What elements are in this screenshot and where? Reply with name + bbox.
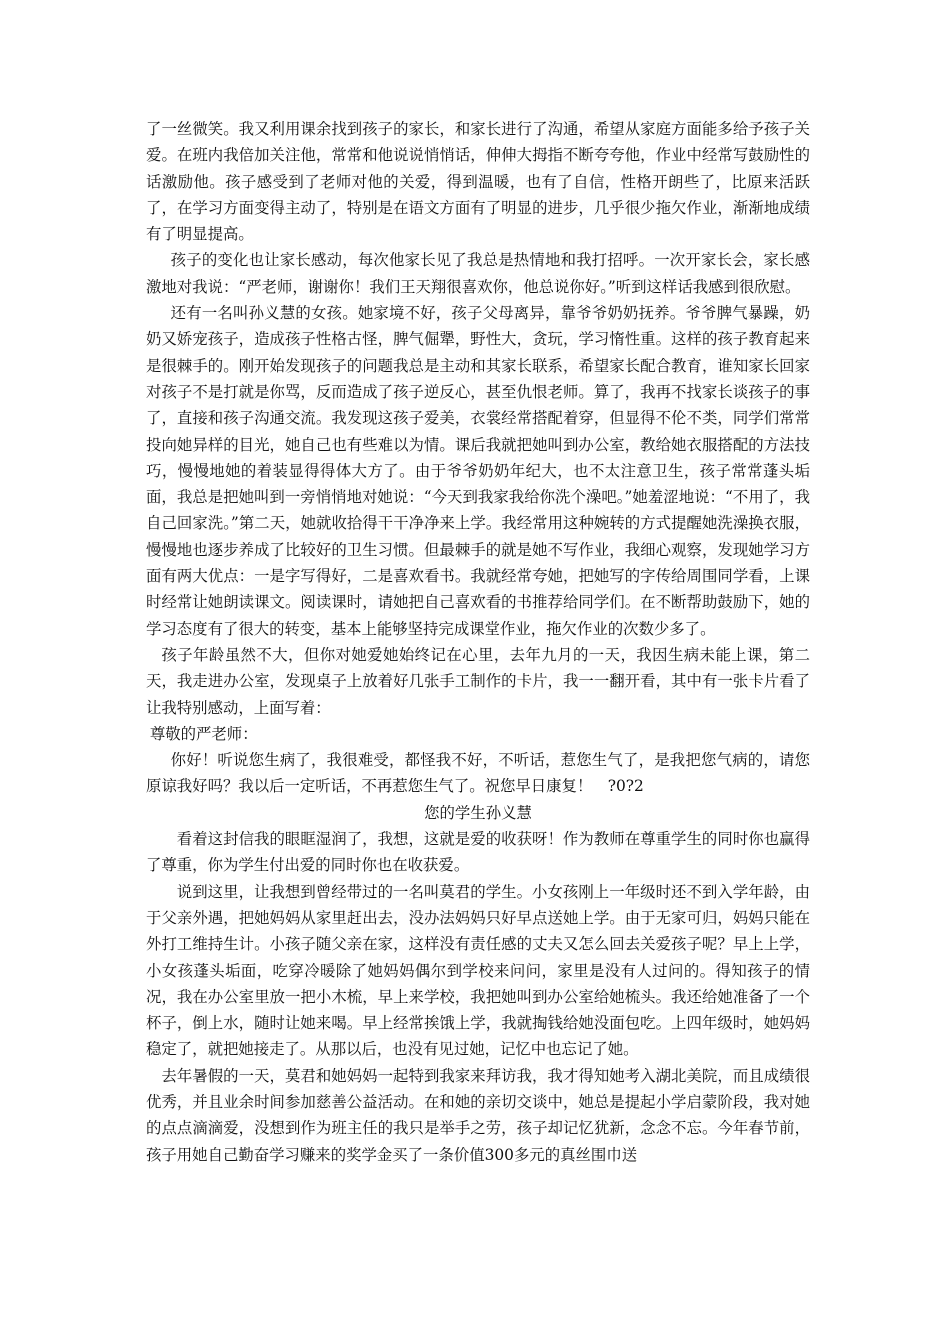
document-page [146,116,810,1168]
letter-body: 你好！听说您生病了，我很难受，都怪我不好，不听话，惹您生气了，是我把您气病的，请您原谅我好吗？我以后一定听话，不再惹您生气了。祝您早日康复！ ?0?2 [146,751,810,796]
paragraph-3: 还有一名叫孙义慧的女孩。她家境不好，孩子父母离异，靠爷爷奶奶抚养。爷爷脾气暴躁，奶奶又娇宠孩子，造成孩子性格古怪，脾气倔犟，野性大，贪玩，学习惰性重。这样的孩子教育起来是很棘手的。刚开始发现孩子的问题我总是主动和其家长联系，希望家长配合教育，谁知家长回家对孩子不是打就是你骂，反而造成了孩子逆反心，甚至仇恨老师。算了，我再不找家长谈孩子的事了，直接和孩子沟通交流。我发现这孩子爱美，衣裳经常搭配着穿，但显得不伦不类，同学们常常投向她异样的目光，她自己也有些难以为情。课后我就把她叫到办公室，教给她衣服搭配的方法技巧，慢慢地她的着装显得得体大方了。由于爷爷奶奶年纪大，也不太注意卫生，孩子常常蓬头垢面，我总是把她叫到一旁悄悄地对她说：“今天到我家我给你洗个澡吧。”她羞涩地说：“不用了，我自己回家洗。”第二天，她就收拾得干干净净来上学。我经常用这种婉转的方式提醒她洗澡换衣服，慢慢地也逐步养成了比较好的卫生习惯。但最棘手的就是她不写作业，我细心观察，发现她学习方面有两大优点：一是字写得好，二是喜欢看书。我就经常夸她，把她写的字传给周围同学看，上课时经常让她朗读课文。阅读课时，请她把自己喜欢看的书推荐给同学们。在不断帮助鼓励下，她的学习态度有了很大的转变，基本上能够坚持完成课堂作业，拖欠作业的次数少多了。 [146,304,810,638]
letter-salutation: 尊敬的严老师： [149,724,258,743]
paragraph-5: 看着这封信我的眼眶湿润了，我想，这就是爱的收获呀！作为教师在尊重学生的同时你也赢得了尊重，你为学生付出爱的同时你也在收获爱。 [146,830,810,875]
paragraph-7: 去年暑假的一天，莫君和她妈妈一起特到我家来拜访我，我才得知她考入湖北美院，而且成绩很优秀，并且业余时间参加慈善公益活动。在和她的亲切交谈中，她总是提起小学启蒙阶段，我对她的点点滴滴爱，没想到作为班主任的我只是举手之劳，孩子却记忆犹新，念念不忘。今年春节前，孩子用她自己勤奋学习赚来的奖学金买了一条价值300多元的真丝围巾送 [146,1066,810,1164]
paragraph-4: 孩子年龄虽然不大，但你对她爱她始终记在心里，去年九月的一天，我因生病未能上课，第二天，我走进办公室，发现桌子上放着好几张手工制作的卡片，我一一翻开看，其中有一张卡片看了让我特别感动，上面写着： [146,645,810,717]
letter-signature: 您的学生孙义慧 [424,803,532,822]
paragraph-1: 了一丝微笑。我又利用课余找到孩子的家长，和家长进行了沟通，希望从家庭方面能多给予孩子关爱。在班内我倍加关注他，常常和他说说悄悄话，伸伸大拇指不断夸夸他，作业中经常写鼓励性的话激励他。孩子感受到了老师对他的关爱，得到温暖，也有了自信，性格开朗些了，比原来活跃了，在学习方面变得主动了，特别是在语文方面有了明显的进步，几乎很少拖欠作业，渐渐地成绩有了明显提高。 [146,120,810,244]
paragraph-2: 孩子的变化也让家长感动，每次他家长见了我总是热情地和我打招呼。一次开家长会，家长感激地对我说：“严老师，谢谢你！我们王天翔很喜欢你，他总说你好。”听到这样话我感到很欣慰。 [146,251,810,296]
paragraph-6: 说到这里，让我想到曾经带过的一名叫莫君的学生。小女孩刚上一年级时还不到入学年龄，由于父亲外遇，把她妈妈从家里赶出去，没办法妈妈只好早点送她上学。由于无家可归，妈妈只能在外打工维持生计。小孩子随父亲在家，这样没有责任感的丈夫又怎么回去关爱孩子呢？早上上学，小女孩蓬头垢面，吃穿冷暖除了她妈妈偶尔到学校来问问，家里是没有人过问的。得知孩子的情况，我在办公室里放一把小木梳，早上来学校，我把她叫到办公室给她梳头。我还给她准备了一个杯子，倒上水，随时让她来喝。早上经常挨饿上学，我就掏钱给她没面包吃。上四年级时，她妈妈稳定了，就把她接走了。从那以后，也没有见过她，记忆中也忘记了她。 [146,882,810,1059]
